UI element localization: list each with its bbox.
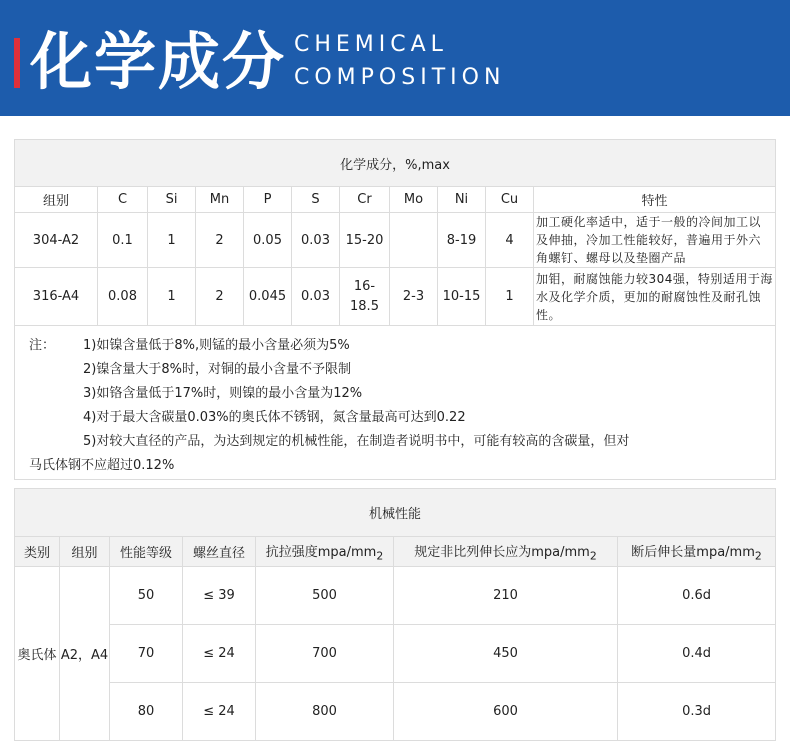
cell-tensile: 800 (256, 683, 394, 741)
cell-category: 奥氏体 (15, 567, 60, 741)
chem-table-title: 化学成分，%,max (15, 140, 776, 187)
col-header-yield (394, 537, 618, 567)
note-line (29, 382, 775, 406)
col-header-c: C (98, 187, 148, 213)
cell-grade: 50 (110, 567, 183, 625)
note-text: 1)如镍含量低于8%,则锰的最小含量必须为5% (83, 338, 350, 353)
cell-c: 0.1 (98, 213, 148, 268)
cell-mn: 2 (196, 213, 244, 268)
cell-ni: 10-15 (438, 268, 486, 326)
cell-c: 0.08 (98, 268, 148, 326)
banner-title-cn: 化学成分 (30, 25, 287, 98)
col-header-diameter: 螺丝直径 (183, 537, 256, 567)
table-row (15, 213, 776, 268)
cell-p: 0.05 (244, 213, 292, 268)
banner-title-en-line1: CHEMICAL (294, 32, 448, 57)
cell-mn: 2 (196, 268, 244, 326)
cell-si: 1 (148, 268, 196, 326)
chemical-composition-table (14, 139, 776, 480)
cell-diameter: ≤ 24 (183, 625, 256, 683)
elongation-label: 断后伸长量mpa/mm (631, 544, 755, 560)
cell-tensile: 700 (256, 625, 394, 683)
table-row (15, 567, 776, 625)
cell-cr: 15-20 (340, 213, 390, 268)
yield-label: 规定非比列伸长应为mpa/mm (414, 544, 590, 560)
col-header-ni: Ni (438, 187, 486, 213)
col-header-mn: Mn (196, 187, 244, 213)
col-header-cr: Cr (340, 187, 390, 213)
cell-group: 304-A2 (15, 213, 98, 268)
note-line (29, 454, 775, 478)
cell-s: 0.03 (292, 213, 340, 268)
cell-ni: 8-19 (438, 213, 486, 268)
cell-elongation: 0.3d (618, 683, 776, 741)
cell-grade: 80 (110, 683, 183, 741)
unit-subscript: 2 (589, 549, 597, 563)
col-header-grade: 性能等级 (110, 537, 183, 567)
unit-subscript: 2 (754, 549, 762, 563)
table-row (15, 268, 776, 326)
cell-trait: 加工硬化率适中，适于一般的冷间加工以及伸抽，冷加工性能较好，普遍用于外六角螺钉、螺母以及垫圈产品 (534, 213, 776, 268)
col-header-group: 组别 (15, 187, 98, 213)
banner-title-en-line2: COMPOSITION (294, 65, 506, 90)
cell-cr-line1: 16- (353, 278, 376, 294)
notes-label: 注： (29, 338, 56, 353)
table-row (15, 625, 776, 683)
chem-header-row (15, 187, 776, 213)
col-header-p: P (244, 187, 292, 213)
tensile-label: 抗拉强度mpa/mm (265, 544, 377, 560)
note-line (29, 334, 775, 358)
cell-si: 1 (148, 213, 196, 268)
cell-s: 0.03 (292, 268, 340, 326)
note-text: 5)对较大直径的产品，为达到规定的机械性能，在制造者说明书中，可能有较高的含碳量，但对 (83, 434, 630, 449)
cell-cu: 1 (486, 268, 534, 326)
note-text: 3)如铬含量低于17%时，则镍的最小含量为12% (83, 386, 363, 401)
cell-mo (390, 213, 438, 268)
cell-grade: 70 (110, 625, 183, 683)
cell-tensile: 500 (256, 567, 394, 625)
cell-cr-line2: 18.5 (350, 298, 379, 314)
note-text: 4)对于最大含碳量0.03%的奥氏体不锈钢，氮含量最高可达到0.22 (83, 410, 466, 425)
col-header-elongation (618, 537, 776, 567)
cell-mo: 2-3 (390, 268, 438, 326)
cell-group: A2，A4 (60, 567, 110, 741)
cell-p: 0.045 (244, 268, 292, 326)
col-header-s: S (292, 187, 340, 213)
col-header-cu: Cu (486, 187, 534, 213)
accent-bar (14, 38, 20, 88)
col-header-si: Si (148, 187, 196, 213)
note-line (29, 358, 775, 382)
unit-subscript: 2 (376, 549, 384, 563)
header-banner (0, 0, 790, 116)
cell-diameter: ≤ 24 (183, 683, 256, 741)
mech-table-title: 机械性能 (15, 489, 776, 537)
notes-cell (15, 326, 776, 480)
table-row (15, 683, 776, 741)
cell-diameter: ≤ 39 (183, 567, 256, 625)
cell-trait: 加钼，耐腐蚀能力较304强，特别适用于海水及化学介质，更加的耐腐蚀性及耐孔蚀性。 (534, 268, 776, 326)
cell-group: 316-A4 (15, 268, 98, 326)
note-line (29, 430, 775, 454)
cell-yield: 210 (394, 567, 618, 625)
note-text: 马氏体钢不应超过0.12% (29, 458, 175, 473)
mechanical-properties-table (14, 488, 776, 741)
col-header-trait: 特性 (534, 187, 776, 213)
cell-yield: 600 (394, 683, 618, 741)
cell-elongation: 0.6d (618, 567, 776, 625)
col-header-tensile (256, 537, 394, 567)
cell-cu: 4 (486, 213, 534, 268)
mech-header-row (15, 537, 776, 567)
note-text: 2)镍含量大于8%时，对铜的最小含量不予限制 (83, 362, 351, 377)
note-line (29, 406, 775, 430)
cell-cr (340, 268, 390, 326)
cell-yield: 450 (394, 625, 618, 683)
col-header-mo: Mo (390, 187, 438, 213)
col-header-category: 类别 (15, 537, 60, 567)
cell-elongation: 0.4d (618, 625, 776, 683)
col-header-group: 组别 (60, 537, 110, 567)
